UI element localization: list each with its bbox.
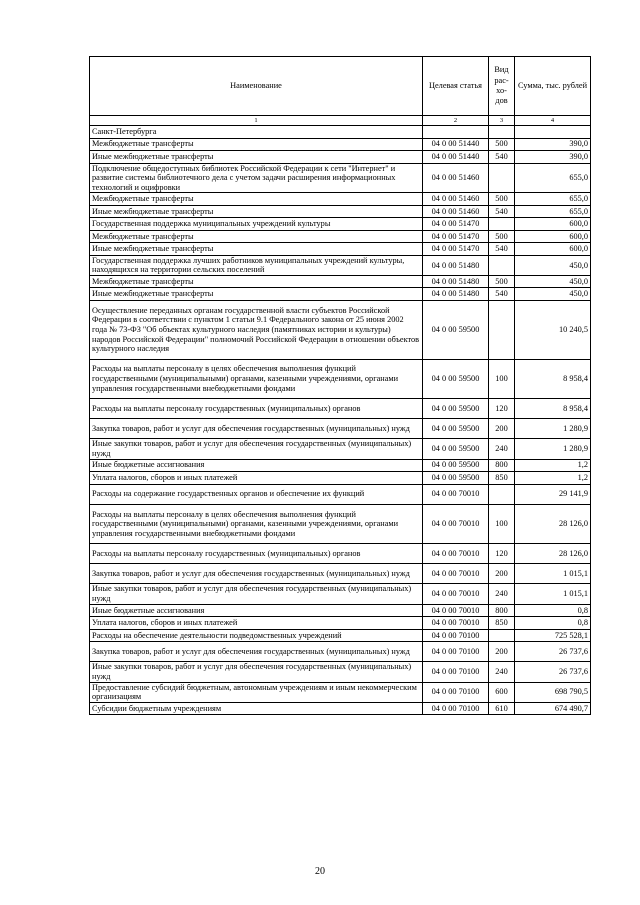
cell-sum: 390,0	[515, 151, 591, 164]
cell-sum: 698 790,5	[515, 682, 591, 702]
cell-name: Иные закупки товаров, работ и услуг для обеспечения государственных (муниципальных) нужд	[90, 662, 423, 682]
cell-code: 04 0 00 70010	[423, 604, 489, 617]
cell-code: 04 0 00 51440	[423, 138, 489, 151]
cell-vid: 240	[489, 662, 515, 682]
cell-name: Уплата налогов, сборов и иных платежей	[90, 472, 423, 485]
cell-vid: 500	[489, 230, 515, 243]
table-row	[90, 300, 591, 359]
cell-vid: 240	[489, 584, 515, 604]
cell-code: 04 0 00 70010	[423, 504, 489, 543]
cell-name: Иные межбюджетные трансферты	[90, 205, 423, 218]
cell-vid: 200	[489, 642, 515, 662]
cell-vid: 850	[489, 617, 515, 630]
table-row	[90, 275, 591, 288]
cell-sum: 1 015,1	[515, 584, 591, 604]
cell-code: 04 0 00 70010	[423, 484, 489, 504]
cell-sum: 600,0	[515, 230, 591, 243]
cell-vid	[489, 126, 515, 139]
cell-code: 04 0 00 70100	[423, 682, 489, 702]
cell-sum: 0,8	[515, 617, 591, 630]
cell-sum: 390,0	[515, 138, 591, 151]
cell-name: Расходы на выплаты персоналу в целях обеспечения выполнения функций государственными (муниципальными) органами, казенными учреждениями, органами управления государственными внебюджетными фондами	[90, 504, 423, 543]
cell-name: Межбюджетные трансферты	[90, 138, 423, 151]
cell-code: 04 0 00 51440	[423, 151, 489, 164]
cell-name: Расходы на выплаты персоналу государственных (муниципальных) органов	[90, 398, 423, 418]
cell-name: Уплата налогов, сборов и иных платежей	[90, 617, 423, 630]
cell-sum: 674 490,7	[515, 702, 591, 715]
cell-name: Расходы на обеспечение деятельности подведомственных учреждений	[90, 629, 423, 642]
cell-vid	[489, 218, 515, 231]
table-header-row	[90, 57, 591, 116]
cell-name: Иные межбюджетные трансферты	[90, 243, 423, 256]
cell-vid: 800	[489, 459, 515, 472]
cell-sum: 655,0	[515, 193, 591, 206]
cell-code: 04 0 00 51460	[423, 205, 489, 218]
cell-vid	[489, 255, 515, 275]
cell-vid	[489, 163, 515, 193]
cell-vid: 100	[489, 359, 515, 398]
cell-vid: 500	[489, 138, 515, 151]
cell-name: Иные бюджетные ассигнования	[90, 459, 423, 472]
table-row	[90, 629, 591, 642]
cell-code: 04 0 00 70010	[423, 544, 489, 564]
cell-vid: 200	[489, 419, 515, 439]
cell-code: 04 0 00 51480	[423, 288, 489, 301]
table-row	[90, 682, 591, 702]
cell-code: 04 0 00 59500	[423, 439, 489, 459]
header-vid: Вид рас- хо- дов	[489, 57, 515, 116]
cell-name: Закупка товаров, работ и услуг для обеспечения государственных (муниципальных) нужд	[90, 564, 423, 584]
cell-sum: 1 015,1	[515, 564, 591, 584]
cell-sum: 26 737,6	[515, 642, 591, 662]
cell-code: 04 0 00 70010	[423, 584, 489, 604]
cell-vid	[489, 629, 515, 642]
cell-sum: 8 958,4	[515, 398, 591, 418]
cell-sum: 600,0	[515, 218, 591, 231]
cell-code: 04 0 00 70010	[423, 617, 489, 630]
cell-code: 04 0 00 51470	[423, 218, 489, 231]
cell-sum: 1,2	[515, 472, 591, 485]
cell-vid: 240	[489, 439, 515, 459]
cell-name: Государственная поддержка муниципальных учреждений культуры	[90, 218, 423, 231]
table-row	[90, 484, 591, 504]
cell-code: 04 0 00 59500	[423, 472, 489, 485]
table-row	[90, 544, 591, 564]
cell-code: 04 0 00 51460	[423, 163, 489, 193]
table-row	[90, 504, 591, 543]
cell-name: Иные межбюджетные трансферты	[90, 151, 423, 164]
cell-sum: 600,0	[515, 243, 591, 256]
cell-vid: 540	[489, 243, 515, 256]
table-row	[90, 642, 591, 662]
cell-code: 04 0 00 51480	[423, 255, 489, 275]
cell-name: Предоставление субсидий бюджетным, автономным учреждениям и иным некоммерческим организациям	[90, 682, 423, 702]
cell-vid: 120	[489, 398, 515, 418]
column-number: 2	[423, 116, 489, 126]
table-row	[90, 193, 591, 206]
table-row	[90, 163, 591, 193]
cell-sum: 450,0	[515, 275, 591, 288]
cell-sum: 0,8	[515, 604, 591, 617]
cell-vid: 610	[489, 702, 515, 715]
cell-name: Санкт-Петербурга	[90, 126, 423, 139]
table-row	[90, 459, 591, 472]
cell-code	[423, 126, 489, 139]
cell-name: Иные закупки товаров, работ и услуг для обеспечения государственных (муниципальных) нужд	[90, 584, 423, 604]
cell-code: 04 0 00 59500	[423, 359, 489, 398]
cell-code: 04 0 00 70100	[423, 642, 489, 662]
cell-sum: 655,0	[515, 205, 591, 218]
cell-sum: 8 958,4	[515, 359, 591, 398]
cell-sum: 450,0	[515, 255, 591, 275]
cell-sum: 28 126,0	[515, 544, 591, 564]
cell-name: Расходы на содержание государственных органов и обеспечение их функций	[90, 484, 423, 504]
cell-vid: 800	[489, 604, 515, 617]
cell-name: Расходы на выплаты персоналу в целях обеспечения выполнения функций государственными (муниципальными) органами, казенными учреждениями, органами управления государственными внебюджетными фондами	[90, 359, 423, 398]
cell-code: 04 0 00 59500	[423, 300, 489, 359]
cell-sum: 26 737,6	[515, 662, 591, 682]
cell-sum: 28 126,0	[515, 504, 591, 543]
cell-vid	[489, 484, 515, 504]
table-row	[90, 604, 591, 617]
budget-table	[89, 56, 591, 715]
table-row	[90, 138, 591, 151]
cell-name: Иные межбюджетные трансферты	[90, 288, 423, 301]
table-row	[90, 151, 591, 164]
cell-name: Закупка товаров, работ и услуг для обеспечения государственных (муниципальных) нужд	[90, 419, 423, 439]
cell-code: 04 0 00 59500	[423, 419, 489, 439]
cell-sum: 1,2	[515, 459, 591, 472]
cell-name: Межбюджетные трансферты	[90, 230, 423, 243]
cell-name: Межбюджетные трансферты	[90, 193, 423, 206]
cell-vid: 100	[489, 504, 515, 543]
cell-vid: 540	[489, 151, 515, 164]
table-row	[90, 564, 591, 584]
table-row	[90, 243, 591, 256]
cell-name: Закупка товаров, работ и услуг для обеспечения государственных (муниципальных) нужд	[90, 642, 423, 662]
cell-sum	[515, 126, 591, 139]
cell-code: 04 0 00 59500	[423, 398, 489, 418]
cell-code: 04 0 00 70010	[423, 564, 489, 584]
cell-name: Иные закупки товаров, работ и услуг для обеспечения государственных (муниципальных) нужд	[90, 439, 423, 459]
table-row	[90, 419, 591, 439]
cell-code: 04 0 00 70100	[423, 629, 489, 642]
table-row	[90, 584, 591, 604]
cell-sum: 450,0	[515, 288, 591, 301]
cell-code: 04 0 00 51470	[423, 230, 489, 243]
table-row	[90, 359, 591, 398]
cell-vid: 500	[489, 275, 515, 288]
cell-code: 04 0 00 51460	[423, 193, 489, 206]
cell-code: 04 0 00 51480	[423, 275, 489, 288]
table-row	[90, 205, 591, 218]
cell-sum: 29 141,9	[515, 484, 591, 504]
table-row	[90, 288, 591, 301]
cell-name: Осуществление переданных органам государственной власти субъектов Российской Федерации в соответствии с пунктом 1 статьи 9.1 Федерального закона от 25 июня 2002 года № 73-ФЗ "Об объектах культурного наследия (памятниках истории и культуры) народов Российской Федерации" полномочий Российской Федерации в отношении объектов культурного наследия	[90, 300, 423, 359]
cell-vid: 600	[489, 682, 515, 702]
cell-sum: 725 528,1	[515, 629, 591, 642]
cell-vid	[489, 300, 515, 359]
table-row	[90, 472, 591, 485]
cell-code: 04 0 00 70100	[423, 702, 489, 715]
cell-sum: 1 280,9	[515, 419, 591, 439]
cell-name: Расходы на выплаты персоналу государственных (муниципальных) органов	[90, 544, 423, 564]
table-row	[90, 126, 591, 139]
cell-vid: 200	[489, 564, 515, 584]
column-number-row	[90, 116, 591, 126]
table-row	[90, 230, 591, 243]
table-row	[90, 662, 591, 682]
table-row	[90, 702, 591, 715]
header-sum: Сумма, тыс. рублей	[515, 57, 591, 116]
table-row	[90, 218, 591, 231]
table-row	[90, 398, 591, 418]
header-code: Целевая статья	[423, 57, 489, 116]
cell-name: Субсидии бюджетным учреждениям	[90, 702, 423, 715]
cell-vid: 540	[489, 288, 515, 301]
cell-name: Государственная поддержка лучших работников муниципальных учреждений культуры, находящихся на территории сельских поселений	[90, 255, 423, 275]
header-name: Наименование	[90, 57, 423, 116]
cell-name: Подключение общедоступных библиотек Российской Федерации к сети "Интернет" и развитие системы библиотечного дела с учетом задачи расширения информационных технологий и оцифровки	[90, 163, 423, 193]
cell-vid: 120	[489, 544, 515, 564]
table-row	[90, 617, 591, 630]
column-number: 1	[90, 116, 423, 126]
cell-code: 04 0 00 59500	[423, 459, 489, 472]
column-number: 3	[489, 116, 515, 126]
cell-name: Иные бюджетные ассигнования	[90, 604, 423, 617]
cell-sum: 10 240,5	[515, 300, 591, 359]
cell-vid: 850	[489, 472, 515, 485]
cell-code: 04 0 00 70100	[423, 662, 489, 682]
column-number: 4	[515, 116, 591, 126]
page-number: 20	[315, 866, 325, 877]
cell-vid: 540	[489, 205, 515, 218]
table-row	[90, 439, 591, 459]
cell-vid: 500	[489, 193, 515, 206]
cell-code: 04 0 00 51470	[423, 243, 489, 256]
table-row	[90, 255, 591, 275]
cell-name: Межбюджетные трансферты	[90, 275, 423, 288]
cell-sum: 1 280,9	[515, 439, 591, 459]
cell-sum: 655,0	[515, 163, 591, 193]
